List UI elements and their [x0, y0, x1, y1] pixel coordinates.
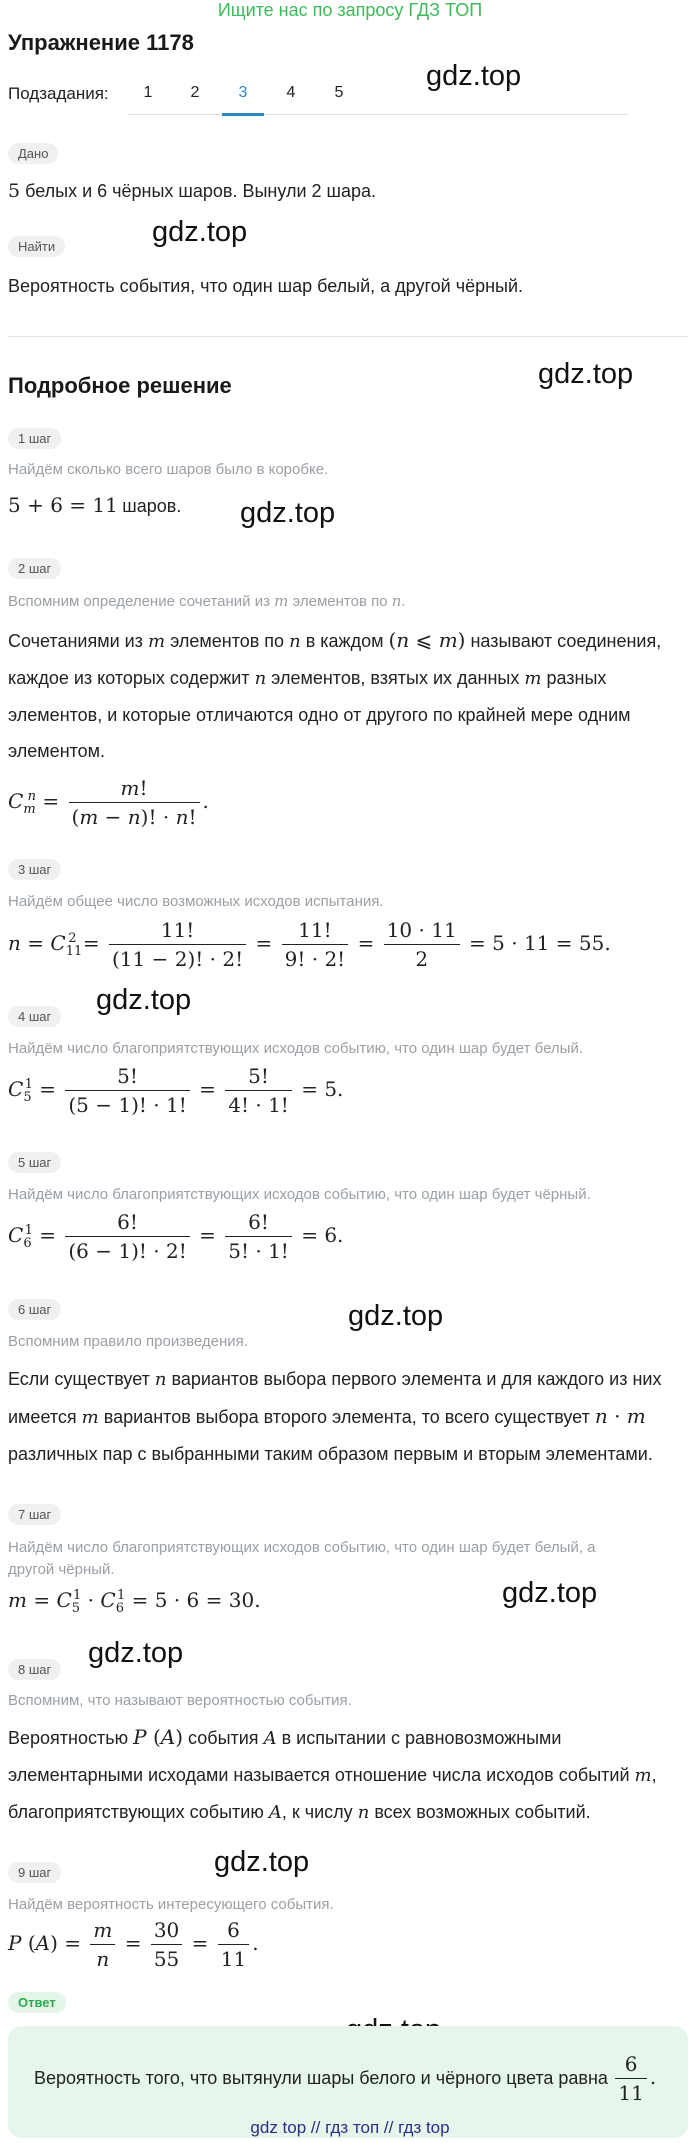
watermark: gdz.top: [348, 1300, 444, 1332]
subtask-tab-2[interactable]: 2: [190, 84, 200, 101]
step-9-hint: Найдём вероятность интересующего события.: [8, 1896, 334, 1913]
step-5-formula: $C_6^1$ = $\frac{6!}{(6 - 1)! \cdot 2!}$ = $\frac{6!}{5! \cdot 1!}$ = 6.: [8, 1210, 344, 1263]
step-8-badge: 8 шаг: [8, 1659, 61, 1680]
subtask-tab-5[interactable]: 5: [334, 84, 344, 101]
search-banner[interactable]: Ищите нас по запросу ГДЗ ТОП: [217, 0, 483, 20]
step-8-hint: Вспомним, что называют вероятностью события.: [8, 1692, 352, 1709]
step-4-badge: 4 шаг: [8, 1006, 61, 1027]
answer-badge: Ответ: [8, 1992, 66, 2013]
watermark: gdz.top: [152, 216, 248, 248]
step-6-hint: Вспомним правило произведения.: [8, 1333, 248, 1350]
subtasks-divider: [128, 114, 628, 115]
step-7-badge: 7 шаг: [8, 1504, 61, 1525]
footer-links[interactable]: gdz top // гдз топ // гдз top: [250, 2118, 450, 2137]
step-2-hint: Вспомним определение сочетаний из m элементов по n.: [8, 592, 406, 610]
step-3-formula: $n = C_{11}^2$ = $\frac{11!}{(11 - 2)! \cdot 2!}$ = $\frac{11!}{9! \cdot 2!}$ = $\frac{10 \cdot 11}{2}$ = 5 · 11 = 55.: [8, 918, 611, 971]
answer-text: Вероятность того, что вытянули шары белого и чёрного цвета равна $\frac{6}{11}$ .: [34, 2052, 657, 2105]
watermark: gdz.top: [96, 984, 192, 1016]
watermark: gdz.top: [502, 1577, 598, 1609]
step-1-badge: 1 шаг: [8, 428, 61, 449]
step-4-hint: Найдём число благоприятствующих исходов событию, что один шар будет белый.: [8, 1040, 583, 1057]
active-tab-indicator: [222, 113, 264, 116]
step-9-badge: 9 шаг: [8, 1862, 61, 1883]
step-2-formula: $C_m^n$ = $\frac{m!}{(m - n)! \cdot n!}$ .: [8, 776, 209, 829]
step-2-definition: Сочетаниями из m элементов по n в каждом (n ⩽ m) называют соединения, каждое из которых содержит n элементов, взятых их данных m разных элементов, и которые отличаются одно от другого по крайней мере одним элементом.: [8, 628, 662, 761]
find-text: Вероятность события, что один шар белый, а другой чёрный.: [8, 276, 524, 296]
step-8-definition: Вероятностью P (A) события A в испытании с равновозможными элементарными исходами называется отношение числа исходов событий m, благоприятствующих событию A, к числу n всех возможных событий.: [8, 1725, 657, 1823]
given-text: 5 белых и 6 чёрных шаров. Вынули 2 шара.: [8, 180, 376, 202]
step-6-rule: Если существует n вариантов выбора первого элемента и для каждого из них имеется m вариантов выбора второго элемента, то всего существует n · m различных пар с выбранными таким образом первым и вторым элементами.: [8, 1369, 662, 1464]
step-1-hint: Найдём сколько всего шаров было в коробке.: [8, 461, 329, 478]
step-1-formula: 5 + 6 = 11 шаров.: [8, 493, 182, 517]
step-6-badge: 6 шаг: [8, 1299, 61, 1320]
step-7-formula: $m = C_5^1 \cdot C_6^1 = 5 \cdot 6 = 30$.: [8, 1588, 261, 1616]
step-9-formula: P (A) = $\frac{m}{n}$ = $\frac{30}{55}$ = $\frac{6}{11}$ .: [8, 1918, 259, 1971]
watermark: gdz.top: [538, 358, 634, 390]
watermark: gdz.top: [214, 1846, 310, 1878]
step-7-hint: Найдём число благоприятствующих исходов событию, что один шар будет белый, а другой чёрный.: [8, 1539, 596, 1578]
find-badge: Найти: [8, 236, 65, 257]
subtask-tab-4[interactable]: 4: [286, 84, 296, 101]
subtask-tab-1[interactable]: 1: [143, 84, 153, 101]
step-2-badge: 2 шаг: [8, 558, 61, 579]
given-badge: Дано: [8, 143, 58, 164]
solution-heading: Подробное решение: [8, 373, 232, 398]
step-4-formula: $C_5^1$ = $\frac{5!}{(5 - 1)! \cdot 1!}$ = $\frac{5!}{4! \cdot 1!}$ = 5.: [8, 1064, 344, 1117]
page-title: Упражнение 1178: [8, 30, 194, 55]
watermark: gdz.top: [426, 60, 522, 92]
step-3-hint: Найдём общее число возможных исходов испытания.: [8, 893, 384, 910]
watermark: gdz.top: [88, 1637, 184, 1669]
watermark: gdz.top: [240, 497, 336, 529]
step-5-badge: 5 шаг: [8, 1152, 61, 1173]
section-divider: [8, 336, 688, 337]
step-3-badge: 3 шаг: [8, 859, 61, 880]
step-5-hint: Найдём число благоприятствующих исходов событию, что один шар будет чёрный.: [8, 1186, 591, 1203]
subtasks-label: Подзадания:: [8, 84, 109, 103]
subtask-tab-3[interactable]: 3: [238, 84, 248, 101]
